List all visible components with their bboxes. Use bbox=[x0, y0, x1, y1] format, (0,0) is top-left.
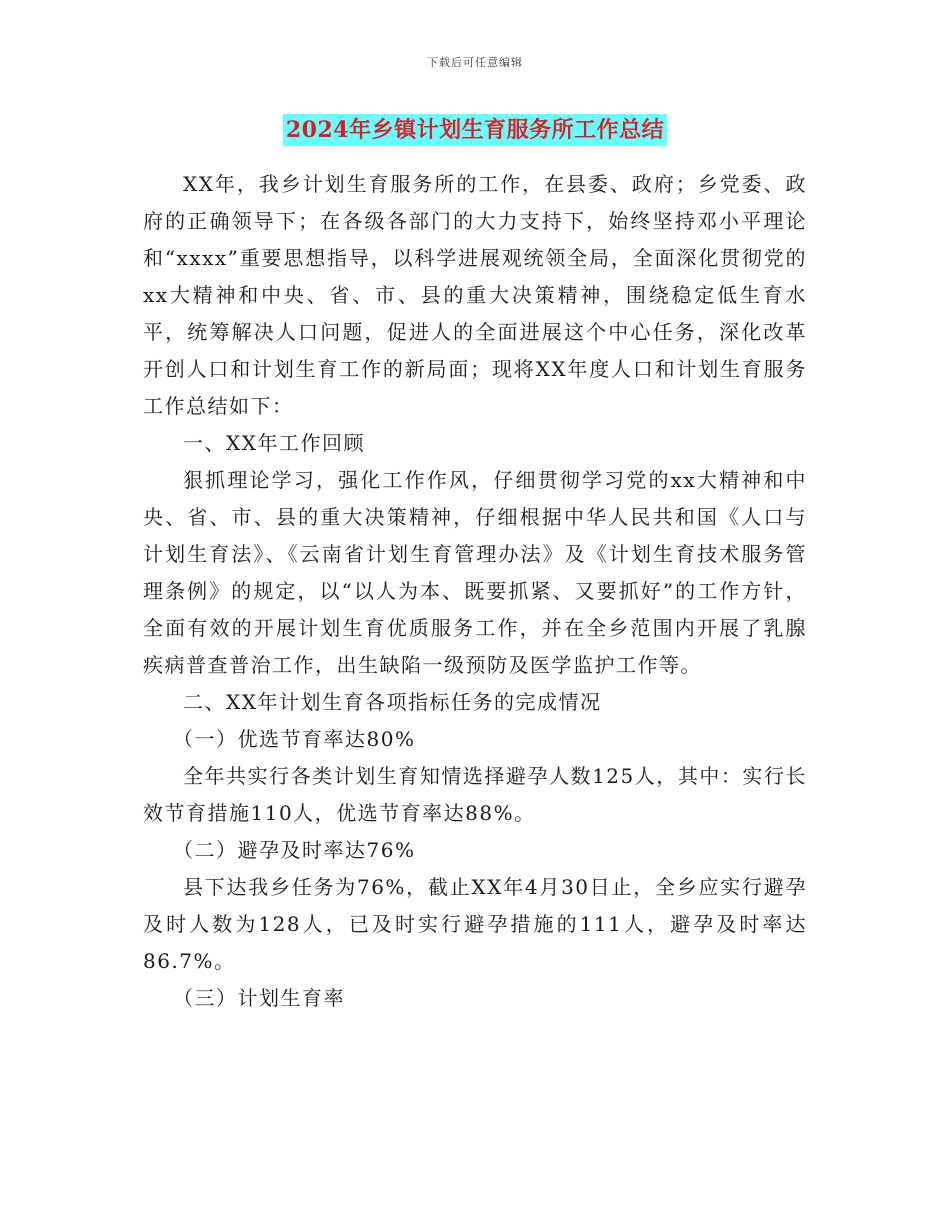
section-heading-2: 二、XX年计划生育各项指标任务的完成情况 bbox=[183, 690, 602, 714]
paragraph-sub-2: 县下达我乡任务为76%，截止XX年4月30日止，全乡应实行避孕及时人数为128人，已及时实行避孕措施的111人，避孕及时率达86.7%。 bbox=[143, 875, 807, 973]
title-container bbox=[0, 114, 950, 146]
subheading-2: （二）避孕及时率达76% bbox=[173, 838, 416, 862]
section-heading-1: 一、XX年工作回顾 bbox=[183, 431, 365, 455]
subheading-1: （一）优选节育率达80% bbox=[173, 727, 416, 751]
header-note: 下载后可任意编辑 bbox=[427, 56, 523, 69]
paragraph-sub-1: 全年共实行各类计划生育知情选择避孕人数125人，其中：实行长效节育措施110人，优选节育率达88%。 bbox=[143, 764, 807, 825]
document-body bbox=[143, 166, 807, 1017]
paragraph-intro: XX年，我乡计划生育服务所的工作，在县委、政府；乡党委、政府的正确领导下；在各级各部门的大力支持下，始终坚持邓小平理论和“xxxx”重要思想指导，以科学进展观统领全局，全面深化贯彻党的xx大精神和中央、省、市、县的重大决策精神，围绕稳定低生育水平，统筹解决人口问题，促进人的全面进展这个中心任务，深化改革开创人口和计划生育工作的新局面；现将XX年度人口和计划生育服务工作总结如下： bbox=[143, 172, 807, 418]
subheading-3: （三）计划生育率 bbox=[173, 986, 345, 1010]
paragraph-review: 狠抓理论学习，强化工作作风，仔细贯彻学习党的xx大精神和中央、省、市、县的重大决策精神，仔细根据中华人民共和国《人口与计划生育法》、《云南省计划生育管理办法》及《计划生育技术服务管理条例》的规定，以“以人为本、既要抓紧、又要抓好”的工作方针，全面有效的开展计划生育优质服务工作，并在全乡范围内开展了乳腺疾病普查普治工作，出生缺陷一级预防及医学监护工作等。 bbox=[143, 468, 807, 677]
document-title: 2024年乡镇计划生育服务所工作总结 bbox=[283, 114, 667, 146]
